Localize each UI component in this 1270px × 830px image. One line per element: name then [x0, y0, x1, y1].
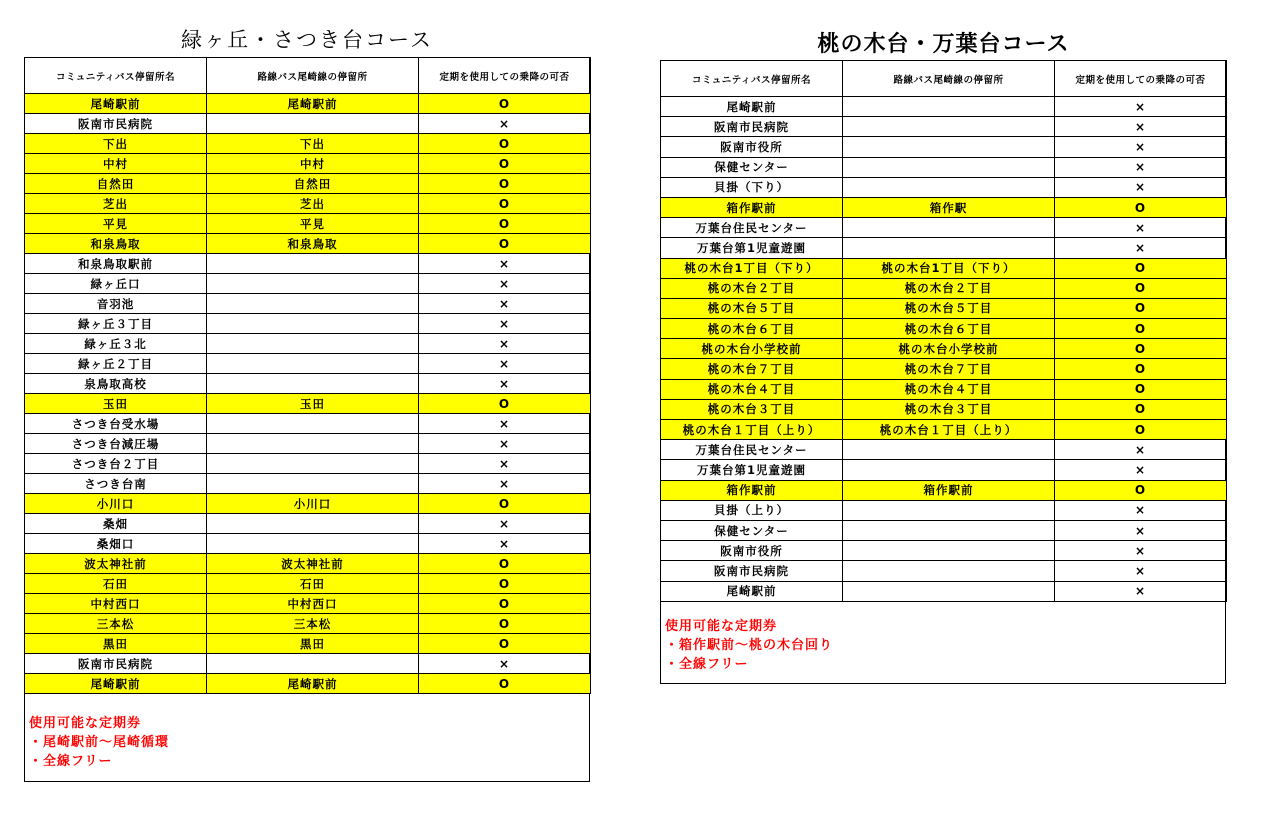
table-row	[25, 134, 591, 154]
stop-name-cell: 桑畑	[25, 514, 207, 534]
stop-name-cell: 桃の木台小学校前	[661, 339, 843, 359]
route-stop-cell: 箱作駅前	[843, 480, 1055, 500]
availability-cell: O	[1055, 480, 1227, 500]
route-stop-cell: 尾崎駅前	[207, 674, 419, 694]
stop-name-cell: 保健センター	[661, 520, 843, 540]
table-row	[25, 154, 591, 174]
route-stop-cell	[843, 460, 1055, 480]
availability-cell: O	[1055, 319, 1227, 339]
notes-heading: 使用可能な定期券	[665, 619, 778, 634]
availability-cell: O	[419, 554, 591, 574]
availability-cell: O	[1055, 399, 1227, 419]
availability-cell: ×	[419, 654, 591, 674]
stop-name-cell: 三本松	[25, 614, 207, 634]
route-stop-cell	[207, 534, 419, 554]
table-row	[661, 460, 1227, 480]
route-stop-cell: 桃の木台１丁目（上り）	[843, 420, 1055, 440]
table-row	[25, 654, 591, 674]
route-stop-cell: 玉田	[207, 394, 419, 414]
availability-cell: ×	[1055, 177, 1227, 197]
stop-name-cell: 箱作駅前	[661, 197, 843, 217]
availability-cell: O	[419, 494, 591, 514]
stop-name-cell: 尾崎駅前	[661, 581, 843, 601]
stop-name-cell: 阪南市民病院	[25, 114, 207, 134]
stop-name-cell: 小川口	[25, 494, 207, 514]
stop-name-cell: 貝掛（上り）	[661, 500, 843, 520]
availability-cell: ×	[419, 354, 591, 374]
route-stop-cell	[843, 581, 1055, 601]
table-row	[661, 480, 1227, 500]
availability-cell: O	[1055, 420, 1227, 440]
route-stop-cell: 桃の木台５丁目	[843, 298, 1055, 318]
table-row	[25, 494, 591, 514]
stop-name-cell: 阪南市役所	[661, 137, 843, 157]
left-course-table	[24, 57, 591, 694]
table-row	[661, 500, 1227, 520]
table-row	[661, 420, 1227, 440]
availability-cell: ×	[1055, 561, 1227, 581]
table-row	[661, 177, 1227, 197]
route-stop-cell	[207, 274, 419, 294]
right-course-table	[660, 60, 1227, 602]
route-stop-cell	[207, 254, 419, 274]
stop-name-cell: 桃の木台５丁目	[661, 298, 843, 318]
stop-name-cell: 阪南市役所	[661, 541, 843, 561]
table-row	[25, 514, 591, 534]
table-header-row	[661, 61, 1227, 97]
stop-name-cell: 桃の木台２丁目	[661, 278, 843, 298]
availability-cell: ×	[1055, 218, 1227, 238]
table-row	[661, 218, 1227, 238]
route-stop-cell: 石田	[207, 574, 419, 594]
route-stop-cell: 黒田	[207, 634, 419, 654]
availability-cell: O	[419, 634, 591, 654]
availability-cell: O	[419, 174, 591, 194]
availability-cell: ×	[419, 254, 591, 274]
route-stop-cell: 自然田	[207, 174, 419, 194]
table-row	[661, 278, 1227, 298]
route-stop-cell	[207, 414, 419, 434]
stop-name-cell: 保健センター	[661, 157, 843, 177]
route-stop-cell: 桃の木台小学校前	[843, 339, 1055, 359]
availability-cell: O	[1055, 359, 1227, 379]
table-row	[661, 339, 1227, 359]
route-stop-cell	[843, 561, 1055, 581]
stop-name-cell: 尾崎駅前	[25, 674, 207, 694]
availability-cell: O	[419, 214, 591, 234]
right-course-notes	[665, 617, 833, 674]
route-stop-cell: 平見	[207, 214, 419, 234]
route-stop-cell: 桃の木台７丁目	[843, 359, 1055, 379]
availability-cell: ×	[1055, 157, 1227, 177]
route-stop-cell: 三本松	[207, 614, 419, 634]
stop-name-cell: 玉田	[25, 394, 207, 414]
availability-cell: O	[419, 594, 591, 614]
availability-cell: ×	[1055, 520, 1227, 540]
stop-name-cell: さつき台受水場	[25, 414, 207, 434]
route-stop-cell: 芝出	[207, 194, 419, 214]
availability-cell: ×	[419, 454, 591, 474]
table-row	[661, 440, 1227, 460]
availability-cell: ×	[419, 374, 591, 394]
availability-cell: O	[419, 394, 591, 414]
stop-name-cell: 芝出	[25, 194, 207, 214]
table-row	[25, 174, 591, 194]
header-community-stop: コミュニティバス停留所名	[25, 58, 207, 94]
stop-name-cell: 桃の木台1丁目（下り）	[661, 258, 843, 278]
availability-cell: ×	[1055, 581, 1227, 601]
table-row	[661, 258, 1227, 278]
table-row	[25, 214, 591, 234]
stop-name-cell: 自然田	[25, 174, 207, 194]
table-row	[25, 194, 591, 214]
stop-name-cell: 桃の木台７丁目	[661, 359, 843, 379]
route-stop-cell: 中村西口	[207, 594, 419, 614]
availability-cell: ×	[419, 114, 591, 134]
table-row	[25, 94, 591, 114]
header-community-stop: コミュニティバス停留所名	[661, 61, 843, 97]
availability-cell: O	[419, 674, 591, 694]
table-row	[25, 534, 591, 554]
availability-cell: ×	[419, 274, 591, 294]
route-stop-cell: 尾崎駅前	[207, 94, 419, 114]
availability-cell: ×	[419, 534, 591, 554]
route-stop-cell	[207, 294, 419, 314]
header-pass-availability: 定期を使用しての乗降の可否	[419, 58, 591, 94]
stop-name-cell: 和泉鳥取駅前	[25, 254, 207, 274]
availability-cell: O	[419, 234, 591, 254]
stop-name-cell: 桃の木台４丁目	[661, 379, 843, 399]
notes-item: ・全線フリー	[29, 754, 113, 769]
availability-cell: ×	[419, 514, 591, 534]
table-row	[661, 97, 1227, 117]
availability-cell: O	[419, 574, 591, 594]
table-row	[25, 374, 591, 394]
route-stop-cell	[843, 500, 1055, 520]
stop-name-cell: 貝掛（下り）	[661, 177, 843, 197]
stop-name-cell: 音羽池	[25, 294, 207, 314]
header-route-stop: 路線バス尾崎線の停留所	[843, 61, 1055, 97]
route-stop-cell	[843, 541, 1055, 561]
availability-cell: ×	[1055, 117, 1227, 137]
right-course-panel	[660, 60, 1226, 684]
stop-name-cell: 阪南市民病院	[661, 117, 843, 137]
route-stop-cell: 波太神社前	[207, 554, 419, 574]
stop-name-cell: 中村	[25, 154, 207, 174]
table-row	[25, 254, 591, 274]
table-row	[25, 314, 591, 334]
route-stop-cell: 桃の木台４丁目	[843, 379, 1055, 399]
left-course-panel	[24, 57, 590, 782]
stop-name-cell: 緑ヶ丘口	[25, 274, 207, 294]
left-course-title: 緑ヶ丘・さつき台コース	[181, 28, 433, 52]
stop-name-cell: 桑畑口	[25, 534, 207, 554]
availability-cell: O	[1055, 339, 1227, 359]
header-route-stop: 路線バス尾崎線の停留所	[207, 58, 419, 94]
table-row	[25, 454, 591, 474]
availability-cell: ×	[1055, 541, 1227, 561]
table-row	[661, 238, 1227, 258]
availability-cell: ×	[419, 474, 591, 494]
availability-cell: ×	[419, 414, 591, 434]
table-row	[25, 354, 591, 374]
route-stop-cell	[207, 114, 419, 134]
stop-name-cell: 石田	[25, 574, 207, 594]
table-row	[25, 114, 591, 134]
availability-cell: ×	[419, 434, 591, 454]
route-stop-cell	[207, 454, 419, 474]
table-row	[25, 574, 591, 594]
table-row	[25, 554, 591, 574]
stop-name-cell: 黒田	[25, 634, 207, 654]
table-row	[25, 614, 591, 634]
stop-name-cell: 緑ヶ丘２丁目	[25, 354, 207, 374]
stop-name-cell: さつき台２丁目	[25, 454, 207, 474]
table-row	[25, 334, 591, 354]
table-row	[661, 541, 1227, 561]
table-row	[661, 298, 1227, 318]
route-stop-cell	[207, 434, 419, 454]
stop-name-cell: 波太神社前	[25, 554, 207, 574]
table-row	[661, 379, 1227, 399]
stop-name-cell: 中村西口	[25, 594, 207, 614]
availability-cell: O	[419, 154, 591, 174]
notes-item: ・箱作駅前～桃の木台回り	[665, 638, 834, 653]
route-stop-cell: 桃の木台1丁目（下り）	[843, 258, 1055, 278]
availability-cell: O	[1055, 197, 1227, 217]
table-row	[661, 399, 1227, 419]
stop-name-cell: 万葉台住民センター	[661, 218, 843, 238]
table-header-row	[25, 58, 591, 94]
availability-cell: ×	[1055, 440, 1227, 460]
stop-name-cell: 和泉鳥取	[25, 234, 207, 254]
availability-cell: ×	[419, 334, 591, 354]
availability-cell: ×	[419, 294, 591, 314]
header-pass-availability: 定期を使用しての乗降の可否	[1055, 61, 1227, 97]
stop-name-cell: 万葉台第1児童遊園	[661, 238, 843, 258]
stop-name-cell: 緑ヶ丘３北	[25, 334, 207, 354]
route-stop-cell: 中村	[207, 154, 419, 174]
route-stop-cell	[843, 440, 1055, 460]
table-row	[25, 634, 591, 654]
availability-cell: ×	[1055, 97, 1227, 117]
route-stop-cell	[843, 177, 1055, 197]
stop-name-cell: 緑ヶ丘３丁目	[25, 314, 207, 334]
route-stop-cell	[843, 520, 1055, 540]
notes-heading: 使用可能な定期券	[29, 716, 142, 731]
table-row	[25, 294, 591, 314]
notes-item: ・全線フリー	[665, 657, 749, 672]
right-course-rows	[661, 97, 1227, 602]
availability-cell: O	[419, 194, 591, 214]
route-stop-cell	[207, 314, 419, 334]
availability-cell: O	[419, 134, 591, 154]
route-stop-cell	[207, 474, 419, 494]
stop-name-cell: 阪南市民病院	[25, 654, 207, 674]
table-row	[25, 414, 591, 434]
left-course-notes	[29, 714, 169, 771]
availability-cell: O	[1055, 278, 1227, 298]
stop-name-cell: 万葉台住民センター	[661, 440, 843, 460]
route-stop-cell	[843, 97, 1055, 117]
availability-cell: O	[1055, 379, 1227, 399]
table-row	[661, 581, 1227, 601]
stop-name-cell: 桃の木台６丁目	[661, 319, 843, 339]
stop-name-cell: 尾崎駅前	[25, 94, 207, 114]
stop-name-cell: 桃の木台３丁目	[661, 399, 843, 419]
left-course-rows	[25, 94, 591, 694]
route-stop-cell: 桃の木台２丁目	[843, 278, 1055, 298]
route-stop-cell	[207, 374, 419, 394]
availability-cell: O	[419, 614, 591, 634]
stop-name-cell: さつき台南	[25, 474, 207, 494]
route-stop-cell	[207, 514, 419, 534]
availability-cell: ×	[1055, 137, 1227, 157]
table-row	[25, 594, 591, 614]
route-stop-cell: 和泉鳥取	[207, 234, 419, 254]
route-stop-cell: 桃の木台６丁目	[843, 319, 1055, 339]
table-row	[661, 137, 1227, 157]
route-stop-cell	[207, 334, 419, 354]
route-stop-cell	[843, 117, 1055, 137]
table-row	[661, 157, 1227, 177]
route-stop-cell	[207, 654, 419, 674]
right-course-title: 桃の木台・万葉台コース	[817, 32, 1070, 57]
table-row	[25, 234, 591, 254]
route-stop-cell: 桃の木台３丁目	[843, 399, 1055, 419]
table-row	[25, 394, 591, 414]
table-row	[661, 561, 1227, 581]
table-row	[25, 274, 591, 294]
stop-name-cell: 阪南市民病院	[661, 561, 843, 581]
table-row	[661, 359, 1227, 379]
route-stop-cell	[843, 137, 1055, 157]
stop-name-cell: 箱作駅前	[661, 480, 843, 500]
table-row	[25, 434, 591, 454]
route-stop-cell: 下出	[207, 134, 419, 154]
stop-name-cell: 泉鳥取高校	[25, 374, 207, 394]
route-stop-cell	[843, 157, 1055, 177]
table-row	[25, 674, 591, 694]
availability-cell: O	[1055, 258, 1227, 278]
table-row	[661, 197, 1227, 217]
stop-name-cell: 尾崎駅前	[661, 97, 843, 117]
route-stop-cell	[843, 238, 1055, 258]
table-row	[25, 474, 591, 494]
availability-cell: ×	[1055, 238, 1227, 258]
availability-cell: ×	[1055, 460, 1227, 480]
stop-name-cell: 桃の木台１丁目（上り）	[661, 420, 843, 440]
availability-cell: ×	[1055, 500, 1227, 520]
table-row	[661, 319, 1227, 339]
route-stop-cell: 箱作駅	[843, 197, 1055, 217]
notes-item: ・尾崎駅前～尾崎循環	[29, 735, 170, 750]
availability-cell: O	[419, 94, 591, 114]
route-stop-cell	[843, 218, 1055, 238]
stop-name-cell: さつき台減圧場	[25, 434, 207, 454]
stop-name-cell: 万葉台第1児童遊園	[661, 460, 843, 480]
route-stop-cell	[207, 354, 419, 374]
table-row	[661, 117, 1227, 137]
stop-name-cell: 平見	[25, 214, 207, 234]
availability-cell: O	[1055, 298, 1227, 318]
availability-cell: ×	[419, 314, 591, 334]
route-stop-cell: 小川口	[207, 494, 419, 514]
table-row	[661, 520, 1227, 540]
stop-name-cell: 下出	[25, 134, 207, 154]
